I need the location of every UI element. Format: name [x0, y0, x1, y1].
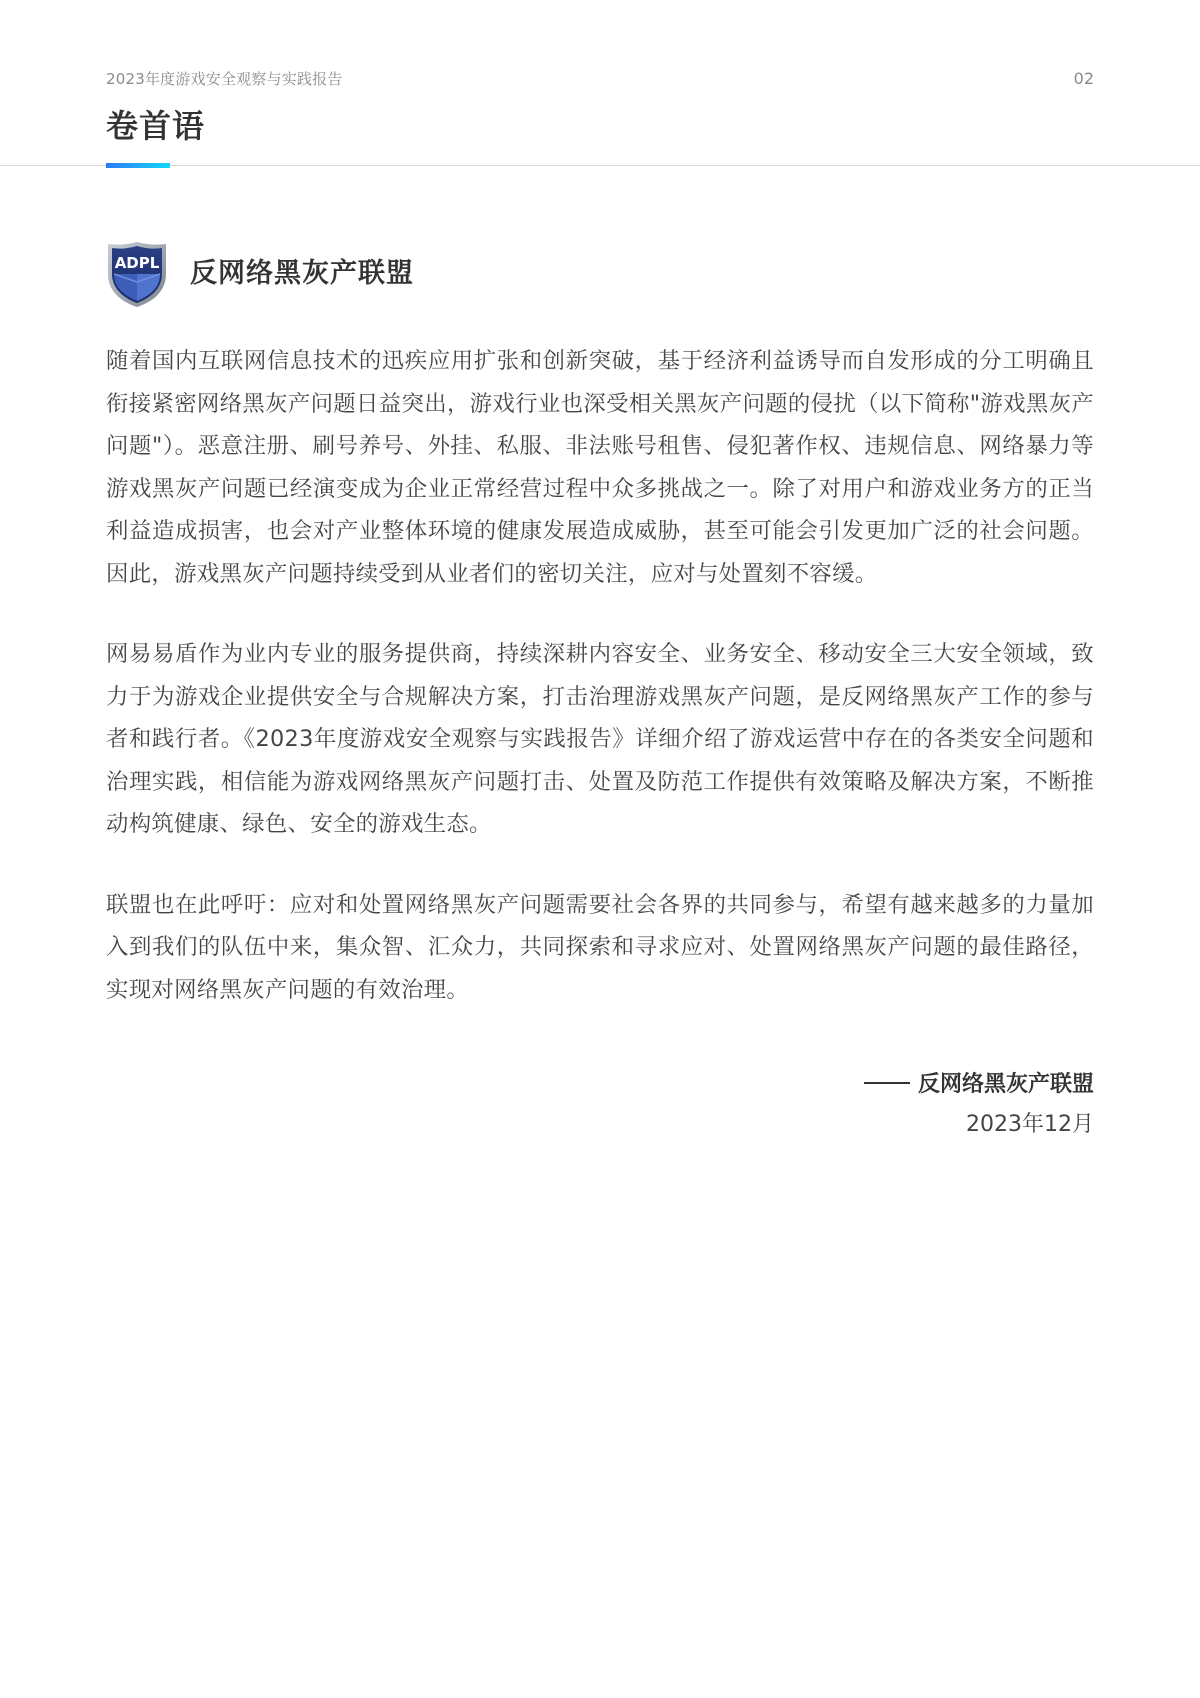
- organization-header: [106, 240, 414, 308]
- paragraph-2: 网易易盾作为业内专业的服务提供商，持续深耕内容安全、业务安全、移动安全三大安全领域，致力于为游戏企业提供安全与合规解决方案，打击治理游戏黑灰产问题，是反网络黑灰产工作的参与者和践行者。《2023年度游戏安全观察与实践报告》详细介绍了游戏运营中存在的各类安全问题和治理实践，相信能为游戏网络黑灰产问题打击、处置及防范工作提供有效策略及解决方案，不断推动构筑健康、绿色、安全的游戏生态。: [106, 641, 1094, 837]
- preface-body: [106, 340, 1094, 1049]
- page-number: 02: [1073, 69, 1094, 88]
- organization-name: 反网络黑灰产联盟: [190, 258, 414, 289]
- title-accent-bar: [106, 163, 170, 168]
- signature-author-line: [864, 1065, 1094, 1105]
- document-title: 2023年度游戏安全观察与实践报告: [106, 70, 343, 88]
- signature-date: 2023年12月: [966, 1112, 1094, 1137]
- em-dash-line: [864, 1082, 910, 1084]
- svg-text:ADPL: ADPL: [114, 254, 160, 272]
- signature-block: [864, 1065, 1094, 1145]
- section-title: 卷首语: [106, 107, 206, 145]
- paragraph-1: 随着国内互联网信息技术的迅疾应用扩张和创新突破，基于经济利益诱导而自发形成的分工明确且衔接紧密网络黑灰产问题日益突出，游戏行业也深受相关黑灰产问题的侵扰（以下简称"游戏黑灰产问题"）。恶意注册、刷号养号、外挂、私服、非法账号租售、侵犯著作权、违规信息、网络暴力等游戏黑灰产问题已经演变成为企业正常经营过程中众多挑战之一。除了对用户和游戏业务方的正当利益造成损害，也会对产业整体环境的健康发展造成威胁，甚至可能会引发更加广泛的社会问题。因此，游戏黑灰产问题持续受到从业者们的密切关注，应对与处置刻不容缓。: [106, 348, 1094, 587]
- shield-logo-icon: [106, 240, 168, 308]
- header-divider: [0, 165, 1200, 166]
- signature-author: 反网络黑灰产联盟: [917, 1072, 1094, 1097]
- paragraph-3: 联盟也在此呼吁：应对和处置网络黑灰产问题需要社会各界的共同参与，希望有越来越多的力量加入到我们的队伍中来，集众智、汇众力，共同探索和寻求应对、处置网络黑灰产问题的最佳路径，实现对网络黑灰产问题的有效治理。: [106, 891, 1094, 1003]
